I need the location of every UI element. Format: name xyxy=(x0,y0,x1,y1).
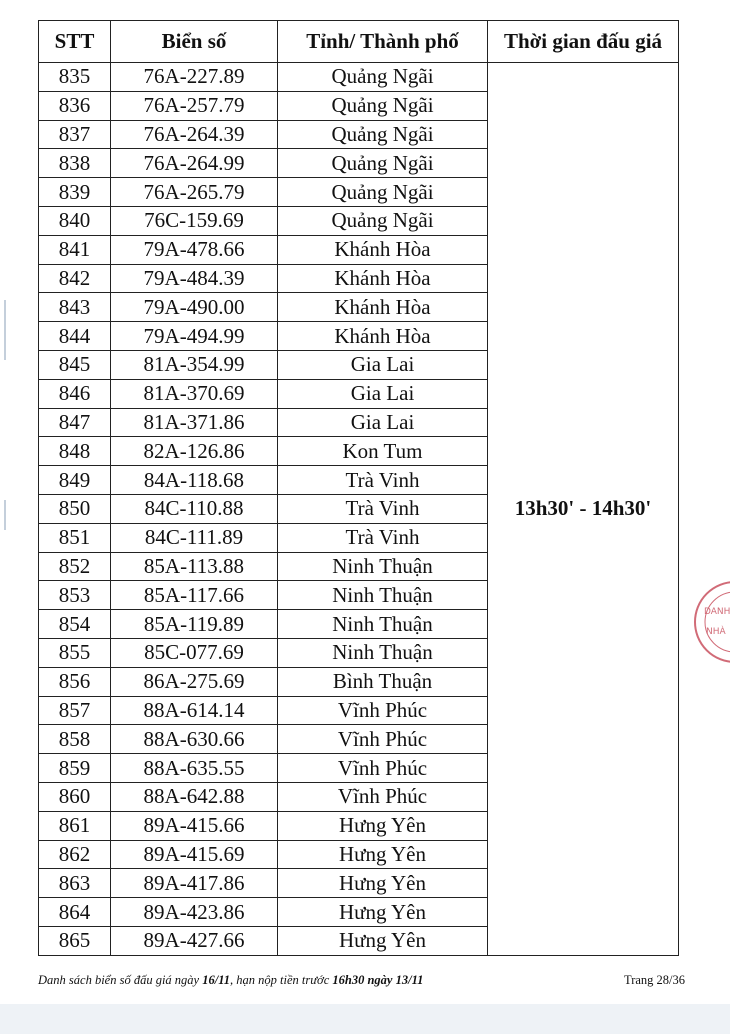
header-stt: STT xyxy=(39,21,111,63)
row-stt: 860 xyxy=(39,782,111,811)
row-plate: 79A-484.39 xyxy=(111,264,278,293)
row-plate: 84C-111.89 xyxy=(111,523,278,552)
row-province: Trà Vinh xyxy=(278,494,488,523)
row-stt: 856 xyxy=(39,667,111,696)
row-province: Quảng Ngãi xyxy=(278,120,488,149)
auction-time-cell: 13h30' - 14h30' xyxy=(488,63,679,956)
row-plate: 81A-370.69 xyxy=(111,379,278,408)
header-province: Tỉnh/ Thành phố xyxy=(278,21,488,63)
row-stt: 842 xyxy=(39,264,111,293)
table-row xyxy=(39,63,679,92)
row-stt: 852 xyxy=(39,552,111,581)
row-stt: 862 xyxy=(39,840,111,869)
row-plate: 88A-635.55 xyxy=(111,754,278,783)
row-plate: 89A-417.86 xyxy=(111,869,278,898)
row-province: Ninh Thuận xyxy=(278,638,488,667)
row-province: Trà Vinh xyxy=(278,523,488,552)
row-province: Hưng Yên xyxy=(278,898,488,927)
row-province: Vĩnh Phúc xyxy=(278,782,488,811)
row-plate: 76A-257.79 xyxy=(111,91,278,120)
seal-text-2: NHÀ xyxy=(706,627,726,637)
row-plate: 88A-642.88 xyxy=(111,782,278,811)
row-province: Khánh Hòa xyxy=(278,235,488,264)
row-plate: 76A-265.79 xyxy=(111,178,278,207)
seal-inner-ring xyxy=(705,592,730,652)
row-stt: 840 xyxy=(39,206,111,235)
row-stt: 858 xyxy=(39,725,111,754)
row-province: Gia Lai xyxy=(278,408,488,437)
row-plate: 84A-118.68 xyxy=(111,466,278,495)
seal-text-1: DANH xyxy=(704,607,730,617)
row-stt: 847 xyxy=(39,408,111,437)
row-province: Gia Lai xyxy=(278,379,488,408)
row-province: Vĩnh Phúc xyxy=(278,725,488,754)
scan-bottom-band xyxy=(0,1004,730,1034)
row-province: Ninh Thuận xyxy=(278,610,488,639)
row-province: Vĩnh Phúc xyxy=(278,754,488,783)
page-number: Trang 28/36 xyxy=(624,973,686,987)
row-plate: 81A-354.99 xyxy=(111,350,278,379)
row-plate: 89A-415.69 xyxy=(111,840,278,869)
row-province: Hưng Yên xyxy=(278,926,488,955)
row-province: Gia Lai xyxy=(278,350,488,379)
row-plate: 85C-077.69 xyxy=(111,638,278,667)
row-plate: 88A-630.66 xyxy=(111,725,278,754)
row-plate: 76A-264.39 xyxy=(111,120,278,149)
row-province: Khánh Hòa xyxy=(278,293,488,322)
row-plate: 82A-126.86 xyxy=(111,437,278,466)
row-plate: 76C-159.69 xyxy=(111,206,278,235)
row-stt: 859 xyxy=(39,754,111,783)
row-plate: 88A-614.14 xyxy=(111,696,278,725)
row-stt: 839 xyxy=(39,178,111,207)
row-stt: 844 xyxy=(39,322,111,351)
row-stt: 850 xyxy=(39,494,111,523)
table-header-row xyxy=(39,21,679,63)
row-stt: 836 xyxy=(39,91,111,120)
footer-deadline: 16h30 ngày 13/11 xyxy=(332,973,424,987)
row-stt: 849 xyxy=(39,466,111,495)
row-province: Khánh Hòa xyxy=(278,264,488,293)
red-seal-stamp xyxy=(690,552,730,692)
row-province: Bình Thuận xyxy=(278,667,488,696)
row-stt: 864 xyxy=(39,898,111,927)
row-plate: 79A-478.66 xyxy=(111,235,278,264)
row-plate: 85A-119.89 xyxy=(111,610,278,639)
row-province: Kon Tum xyxy=(278,437,488,466)
header-plate: Biển số xyxy=(111,21,278,63)
scan-edge-mark xyxy=(4,300,6,360)
row-stt: 837 xyxy=(39,120,111,149)
footer-note xyxy=(38,973,423,988)
plate-auction-table xyxy=(38,20,679,956)
row-plate: 85A-113.88 xyxy=(111,552,278,581)
row-plate: 85A-117.66 xyxy=(111,581,278,610)
row-stt: 835 xyxy=(39,63,111,92)
row-province: Trà Vinh xyxy=(278,466,488,495)
row-stt: 853 xyxy=(39,581,111,610)
row-stt: 857 xyxy=(39,696,111,725)
footer-text-1: Danh sách biển số đấu giá ngày xyxy=(38,973,203,987)
row-plate: 89A-415.66 xyxy=(111,811,278,840)
row-stt: 848 xyxy=(39,437,111,466)
row-plate: 76A-227.89 xyxy=(111,63,278,92)
scan-edge-mark xyxy=(4,500,6,530)
row-plate: 89A-427.66 xyxy=(111,926,278,955)
row-plate: 79A-494.99 xyxy=(111,322,278,351)
row-province: Ninh Thuận xyxy=(278,552,488,581)
row-stt: 838 xyxy=(39,149,111,178)
row-province: Quảng Ngãi xyxy=(278,91,488,120)
row-province: Ninh Thuận xyxy=(278,581,488,610)
footer-date: 16/11 xyxy=(202,973,231,987)
row-stt: 865 xyxy=(39,926,111,955)
row-stt: 846 xyxy=(39,379,111,408)
row-province: Vĩnh Phúc xyxy=(278,696,488,725)
row-province: Quảng Ngãi xyxy=(278,178,488,207)
row-province: Hưng Yên xyxy=(278,869,488,898)
footer-text-2: , hạn nộp tiền trước xyxy=(230,973,333,987)
table-body xyxy=(39,63,679,956)
row-province: Hưng Yên xyxy=(278,811,488,840)
row-plate: 79A-490.00 xyxy=(111,293,278,322)
row-stt: 863 xyxy=(39,869,111,898)
row-province: Quảng Ngãi xyxy=(278,149,488,178)
row-plate: 84C-110.88 xyxy=(111,494,278,523)
row-stt: 841 xyxy=(39,235,111,264)
row-stt: 851 xyxy=(39,523,111,552)
row-province: Quảng Ngãi xyxy=(278,63,488,92)
row-stt: 855 xyxy=(39,638,111,667)
row-plate: 76A-264.99 xyxy=(111,149,278,178)
row-plate: 86A-275.69 xyxy=(111,667,278,696)
row-stt: 861 xyxy=(39,811,111,840)
row-province: Hưng Yên xyxy=(278,840,488,869)
row-plate: 81A-371.86 xyxy=(111,408,278,437)
row-province: Quảng Ngãi xyxy=(278,206,488,235)
row-stt: 843 xyxy=(39,293,111,322)
row-plate: 89A-423.86 xyxy=(111,898,278,927)
row-stt: 845 xyxy=(39,350,111,379)
row-province: Khánh Hòa xyxy=(278,322,488,351)
row-stt: 854 xyxy=(39,610,111,639)
header-auction-time: Thời gian đấu giá xyxy=(488,21,679,63)
